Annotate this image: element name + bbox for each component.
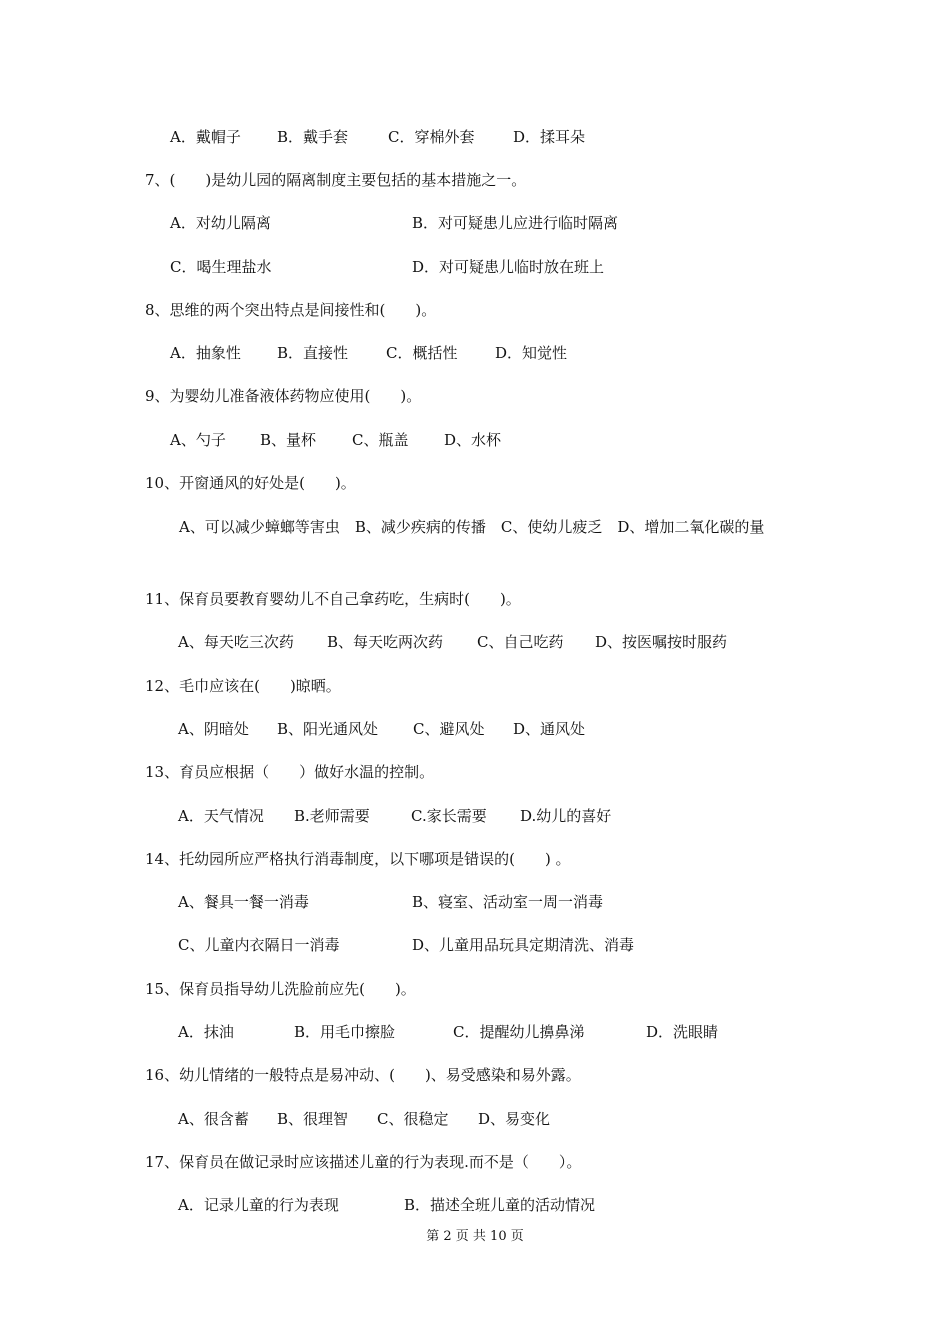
q10-stem: 10、开窗通风的好处是( )。 [145,474,356,492]
q9-option-b: B、量杯 [260,431,317,449]
q11-option-b: B、每天吃两次药 [327,633,444,651]
q7-option-d: D．对可疑患儿临时放在班上 [412,258,605,276]
q12-option-b: B、阳光通风处 [277,720,379,738]
q11-stem: 11、保育员要教育婴幼儿不自己拿药吃，生病时( )。 [145,590,521,608]
q7-option-c: C．喝生理盐水 [170,258,272,276]
q9-option-d: D、水杯 [444,431,502,449]
q14-option-d: D、儿童用品玩具定期清洗、消毒 [412,936,635,954]
q16-option-a: A、很含蓄 [178,1110,249,1128]
q7-option-a: A．对幼儿隔离 [170,214,271,232]
q6-option-b: B．戴手套 [277,128,349,146]
q13-option-c: C.家长需要 [411,807,487,825]
q12-option-c: C、避风处 [413,720,485,738]
q7-option-b: B．对可疑患儿应进行临时隔离 [412,214,619,232]
q17-stem: 17、保育员在做记录时应该描述儿童的行为表现.而不是（ ）。 [145,1153,582,1171]
q12-option-a: A、阴暗处 [178,720,249,738]
q9-option-a: A、勺子 [170,431,226,449]
q14-stem: 14、托幼园所应严格执行消毒制度，以下哪项是错误的( ) 。 [145,850,571,868]
q16-option-b: B、很理智 [277,1110,349,1128]
q16-option-d: D、易变化 [478,1110,551,1128]
q12-option-d: D、通风处 [513,720,586,738]
q15-option-d: D．洗眼睛 [646,1023,719,1041]
q13-option-b: B.老师需要 [294,807,370,825]
q16-stem: 16、幼儿情绪的一般特点是易冲动、( )、易受感染和易外露。 [145,1066,581,1084]
q8-option-a: A．抽象性 [170,344,241,362]
page-number-footer: 第 2 页 共 10 页 [426,1229,524,1244]
q12-stem: 12、毛巾应该在( )晾晒。 [145,677,341,695]
q6-option-a: A．戴帽子 [170,128,241,146]
q7-stem: 7、( )是幼儿园的隔离制度主要包括的基本措施之一。 [145,171,527,189]
q15-option-b: B．用毛巾擦脸 [294,1023,396,1041]
q13-option-a: A．天气情况 [178,807,264,825]
q11-option-a: A、每天吃三次药 [178,633,294,651]
q14-option-b: B、寝室、活动室一周一消毒 [412,893,604,911]
q17-option-a: A．记录儿童的行为表现 [178,1196,339,1214]
q17-option-b: B．描述全班儿童的活动情况 [404,1196,596,1214]
q11-option-d: D、按医嘱按时服药 [595,633,728,651]
q15-stem: 15、保育员指导幼儿洗脸前应先( )。 [145,980,416,998]
q14-option-c: C、儿童内衣隔日一消毒 [178,936,340,954]
q15-option-c: C．提醒幼儿擤鼻涕 [453,1023,585,1041]
q9-stem: 9、为婴幼儿准备液体药物应使用( )。 [145,387,422,405]
q8-option-c: C．概括性 [386,344,458,362]
q13-option-d: D.幼儿的喜好 [520,807,612,825]
q10-options: A、可以减少蟑螂等害虫 B、减少疾病的传播 C、使幼儿疲乏 D、增加二氧化碳的量 [179,518,765,536]
q11-option-c: C、自己吃药 [477,633,564,651]
q15-option-a: A．抹油 [178,1023,234,1041]
q8-stem: 8、思维的两个突出特点是间接性和( )。 [145,301,437,319]
q14-option-a: A、餐具一餐一消毒 [178,893,309,911]
q6-option-d: D．揉耳朵 [513,128,586,146]
q8-option-b: B．直接性 [277,344,349,362]
q8-option-d: D．知觉性 [495,344,568,362]
q16-option-c: C、很稳定 [377,1110,449,1128]
q13-stem: 13、育员应根据（ ）做好水温的控制。 [145,763,435,781]
q9-option-c: C、瓶盖 [352,431,409,449]
q6-option-c: C．穿棉外套 [388,128,475,146]
